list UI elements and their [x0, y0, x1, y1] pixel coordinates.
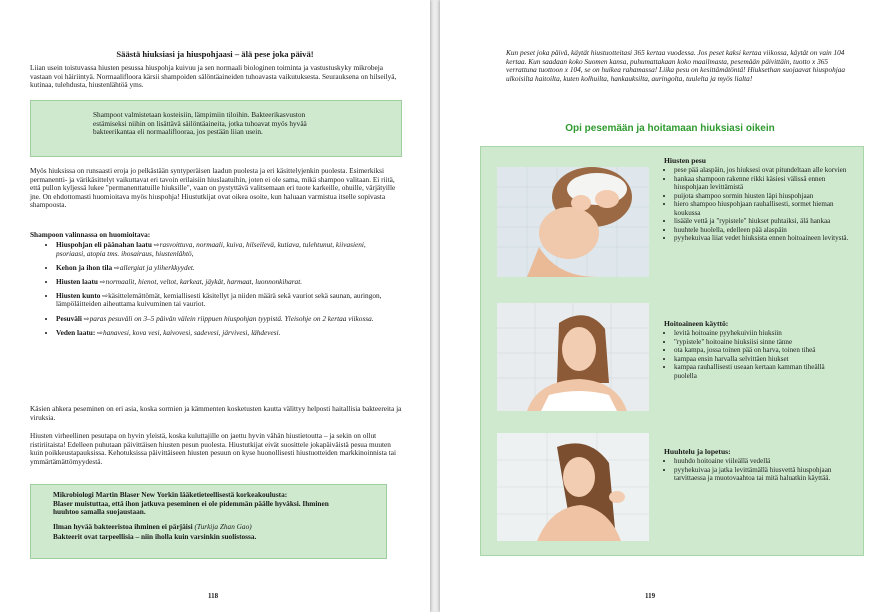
tip-item: • hiero shampoo hiuspohjaan rauhallisesti, sormet hieman koukussa — [674, 200, 849, 217]
factor-term: Pesuväli — [56, 313, 82, 323]
factor-value: paras pesuväli on 3–5 päivän välein riippuen hiuspohjan tyypistä. Yleisohje on 2 kertaa viikossa. — [89, 313, 374, 323]
section-washing-list — [664, 166, 849, 243]
hair-washing-photo — [497, 167, 649, 277]
tip-item: • puijota shampoo sormin hiusten läpi hiuspohjaan — [674, 192, 849, 201]
microbiologist-box-content — [53, 491, 353, 542]
section-washing-heading: Hiusten pesu — [664, 156, 706, 165]
factor-value: käsittelemättömät, kemiallisesti käsitellyt ja niiden määrä sekä vauriot sekä saunan, auringon, lämpöläitteiden aiheuttama kuivuminen tai vauriot. — [56, 290, 382, 309]
arrow-icon: ⇨ — [99, 277, 106, 286]
tips-panel — [480, 146, 864, 556]
tip-item: • ota kampa, jossa toinen pää on harva, toinen tiheä — [674, 346, 849, 355]
factor-item — [56, 264, 396, 273]
tip-item: • pyyhekuivaa liiat vedet hiuksista ennen hoitoaineen levitystä. — [674, 234, 849, 243]
factors-list — [44, 241, 396, 343]
conditioner-photo — [497, 303, 649, 411]
factor-value: rasvoittuva, normaali, kuiva, hilseilevä, kutiava, tulehtunut, kiivasieni, psoriaasi, atopia tms. ihosairaus, hiustenlähtö, — [56, 240, 366, 258]
section-rinsing — [664, 447, 849, 483]
section-conditioner-list — [664, 329, 849, 380]
left-page — [0, 0, 430, 612]
info-box-microbiologist — [30, 484, 387, 559]
info-box-preservatives — [30, 100, 402, 157]
intro-italic-paragraph: Kun peset joka päivä, käytät hiustuotteitasi 365 kertaa vuodessa. Jos peset kaksi kertaa viikossa, käytät on vain 104 kertaa. Kun saadaan koko Suomen kansa, puhumattakaan koko maailmasta, pesemään päivittäin, tuotto x 365 verrattuna tuottoon x 104, se on huikea rahamassa! Liika pesu on kesittämätöntä! Hiuksethan suojaavat hiuspohjaa ulkoisilta haitoilta, kuten kolhuilta, hankauksilta, auringolta, tuulelta ja myös lialta! — [506, 48, 846, 83]
factor-term: Hiusten laatu — [56, 276, 98, 286]
tip-item: • pyyhekuivaa ja jatka levittämällä hiusvettä hiuspohjaan tarvittaessa ja muotovaahtoa tai mitä haluatkin käyttää. — [674, 466, 849, 483]
tip-item: • "rypistele" hoitoaine hiuksiisi sinne tänne — [674, 338, 849, 347]
factors-heading: Shampoon valinnassa on huomioitava: — [30, 230, 151, 239]
section-title: Opi pesemään ja hoitamaan hiuksiasi oikein — [565, 123, 775, 134]
rinsing-photo — [497, 433, 649, 541]
arrow-icon: ⇨ — [153, 241, 160, 249]
bacteria-conclusion: Bakteerit ovat tarpeellisia – niin iholla kuin varsinkin suolistossa. — [53, 532, 257, 542]
tip-item: • levitä hoitoaine pyyhekuiviin hiuksiin — [674, 329, 849, 338]
tip-item: • kampaa rauhallisesti useaan kertaan kamman tiheällä puolella — [674, 363, 849, 380]
arrow-icon: ⇨ — [83, 314, 90, 323]
tip-item: • pese pää alaspäin, jos hiuksesi ovat pitundeltaan alle korvien — [674, 166, 849, 175]
factor-term: Veden laatu: — [56, 327, 96, 337]
factor-value: hanavesi, kova vesi, kaivovesi, sadevesi, järvivesi, lähdevesi. — [102, 327, 281, 337]
arrow-icon: ⇨ — [113, 263, 120, 272]
intro-paragraph: Liian usein toistuvassa hiusten pesussa hiuspohja kuivuu ja sen normaali biologinen toiminta ja vastustuskyky mikrobeja vastaan voi häiriintyä. Normaalifloora kärsii shampoiden sälöntäaineiden tuhoavasta vaikutuksesta. Seurauksena on hilseilyä, kutinaa, tulehdusta, hiustenlähtöä yms. — [30, 63, 397, 90]
washing-habits-paragraph: Hiusten virheellinen pesutapa on hyvin yleistä, koska kuluttajille on jaettu hyvin vähän hiustietoutta – ja sekin on ollut ristiriitaista! Edelleen puhutaan päivittäisen hiusten pesun puolesta. Hiustutkijat eivät suosittele jokapäiväistä pesua muuten kuin poikkeustapauksissa. Kehotuksissa päivittäiseen hiusten pesuun on kyse huonollisesti hiustuotteiden markkinoinnista tai ymmärtämättömyydestä. — [30, 431, 397, 466]
hair-types-paragraph: Myös hiuksissa on runsaasti eroja jo pelkästään syntyperäisen laadun puolesta ja eri käsittelyjenkin puolesta. Esimerkiksi permanentti- ja värikäsittelyt vaikuttavat eri tavoin erilaisiin hiuslaatuihin, joten ei ole sama, mikä shampoo valitaan. Ei riitä, että pullon kyljessä lukee "permanenttatuille hiuksille", vaan on pystyttävä valitsemaan eri tuote karkeille, ohuille, värjätyille jne. On ehdottomasti huomioitava myös hiuspohja! Hiustutkijat ovat oikea osoite, kun haluaan varmistua itselle sopivasta shampoosta. — [30, 166, 396, 210]
tip-item: • kampaa ensin harvalla selvittäen hiukset — [674, 355, 849, 364]
section-conditioner-heading: Hoitoaineen käyttö: — [664, 319, 729, 328]
factor-item — [56, 329, 396, 338]
factor-value: allergiat ja yliherkkyydet. — [119, 262, 195, 272]
tip-item: • huuhdo hoitoaine viileällä vedellä — [674, 457, 849, 466]
microbiologist-heading: Mikrobiologi Martin Blaser New Yorkin lääketieteellisestä korkeakoulusta: — [53, 490, 288, 499]
arrow-icon: ⇨ — [97, 328, 103, 337]
arrow-icon: ⇨ — [102, 291, 109, 300]
tip-item: • huuhtele huolella, edelleen pää alaspäin — [674, 226, 849, 235]
right-page — [440, 0, 870, 612]
factor-item — [56, 292, 396, 309]
factor-term: Kehon ja ihon tila — [56, 262, 113, 272]
section-rinsing-heading: Huuhtelu ja lopetus: — [664, 447, 731, 456]
info-box-text: Shampoot valmistetaan kosteisiin, lämpimiin tiloihin. Bakteerikasvuston estämiseksi niihin on lisättävä säilöntäaineita, jotka tuhoavat myös hyvää bakteerikantaa eli normaaliflooraa, jos pestään liian usein. — [93, 110, 307, 137]
factor-term: Hiuspohjan eli päänahan laatu — [56, 240, 152, 249]
page-number: 118 — [208, 592, 219, 600]
section-washing — [664, 156, 849, 243]
factor-item — [56, 315, 396, 324]
factor-term: Hiusten kunto — [56, 290, 101, 300]
hand-washing-paragraph: Käsien ahkera peseminen on eri asia, koska sormien ja kämmenten kosketusten kautta välittyy helposti haitallisia bakteereita ja viruksia. — [30, 404, 402, 422]
tip-item: • hankaa shampoon rakenne rikki käsiesi välissä ennen hiuspohjaan levittämistä — [674, 175, 849, 192]
microbiologist-quote: Blaser muistuttaa, että ihon jatkuva peseminen ei ole pidemmän päälle hyväksi. Ihminen huuhtoo samalla suojaustaan. — [53, 498, 329, 517]
page-title: Säästä hiuksiasi ja hiuspohjaasi – älä pese joka päivä! — [116, 49, 314, 59]
factor-item — [56, 241, 396, 258]
section-rinsing-list — [664, 457, 849, 483]
tip-item: • lisääle vettä ja "rypistele" hiukset puhtaiksi, älä hankaa — [674, 217, 849, 226]
factor-item — [56, 278, 396, 287]
section-conditioner — [664, 319, 849, 380]
factor-value: normaalit, hienot, veltot, karkeat, jäykät, harmaat, luonnonkiharat. — [105, 276, 303, 286]
bacteria-statement: Ilman hyvää bakteeristoa ihminen ei pärjäisi (Turkija Zhan Gao) — [53, 521, 252, 531]
page-number: 119 — [645, 592, 656, 600]
